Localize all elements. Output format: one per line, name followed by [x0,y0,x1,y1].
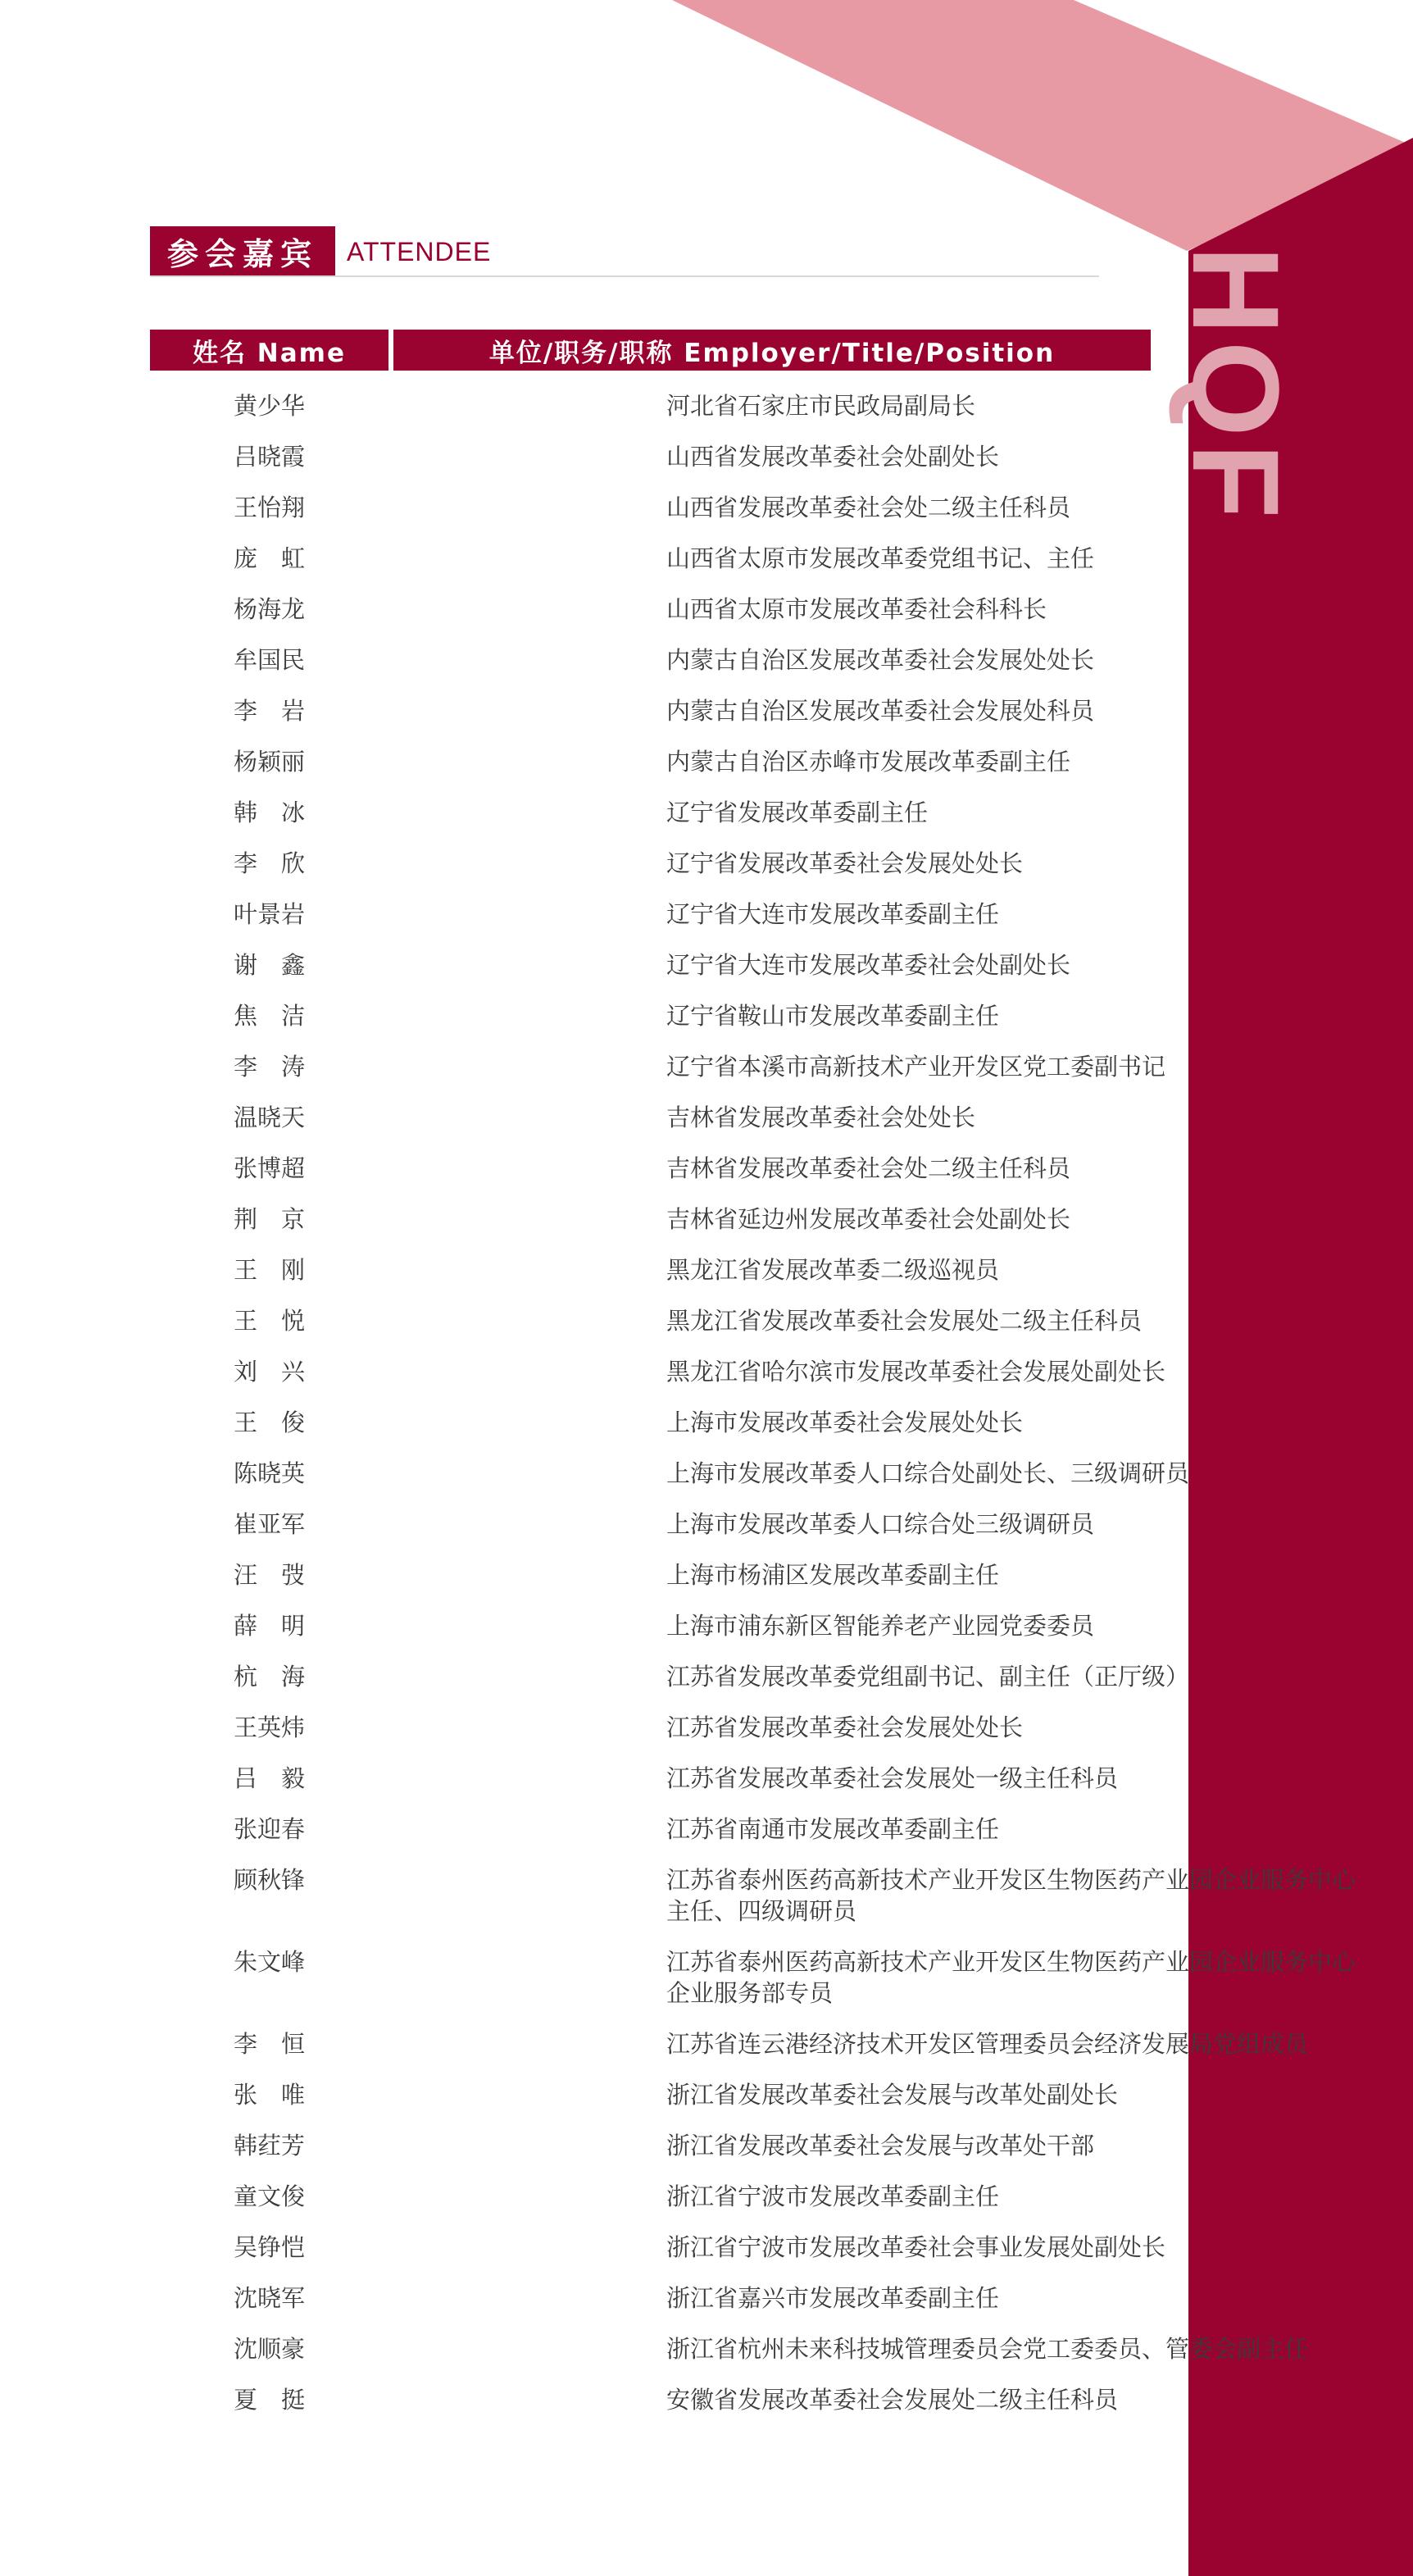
table-row [0,1605,1164,1656]
attendee-employer: 江苏省连云港经济技术开发区管理委员会经济发展局党组成员 [666,2030,1309,2058]
table-row [0,1554,1164,1605]
attendee-employer: 上海市浦东新区智能养老产业园党委委员 [666,1612,1095,1640]
table-row [0,690,1164,741]
attendee-employer: 上海市发展改革委人口综合处三级调研员 [666,1510,1095,1538]
attendee-name: 李 岩 [234,697,306,725]
table-row [0,2176,1164,2227]
attendee-name: 谢 鑫 [234,951,306,979]
table-row [0,2125,1164,2176]
table-row [0,995,1164,1046]
table-row [0,1300,1164,1351]
section-title [150,226,1099,277]
table-row [0,792,1164,843]
attendee-employer: 内蒙古自治区赤峰市发展改革委副主任 [666,748,1071,776]
attendee-name: 王 刚 [234,1256,306,1284]
attendee-employer: 辽宁省大连市发展改革委副主任 [666,900,1000,928]
attendee-name: 吴铮恺 [234,2233,306,2261]
attendee-name: 刘 兴 [234,1358,306,1386]
attendee-employer: 辽宁省发展改革委副主任 [666,799,929,826]
table-row [0,1199,1164,1249]
table-row [0,1351,1164,1402]
attendee-name: 李 欣 [234,849,306,877]
attendee-employer: 山西省发展改革委社会处二级主任科员 [666,494,1071,521]
attendee-name: 吕 毅 [234,1764,306,1792]
attendee-employer: 黑龙江省发展改革委社会发展处二级主任科员 [666,1307,1143,1335]
attendee-name: 王 俊 [234,1409,306,1436]
table-row [0,741,1164,792]
table-row [0,2328,1309,2379]
table-row [0,894,1164,944]
header-name: 姓名 Name [150,330,388,371]
attendee-name: 沈顺豪 [234,2335,306,2363]
attendee-employer: 浙江省发展改革委社会发展与改革处干部 [666,2132,1095,2160]
attendee-name: 张博超 [234,1154,306,1182]
attendee-name: 庞 虹 [234,544,306,572]
attendee-employer: 浙江省宁波市发展改革委社会事业发展处副处长 [666,2233,1166,2261]
table-row [0,1046,1164,1097]
attendee-employer: 黑龙江省哈尔滨市发展改革委社会发展处副处长 [666,1358,1166,1386]
attendee-name: 王 悦 [234,1307,306,1335]
attendee-employer: 内蒙古自治区发展改革委社会发展处处长 [666,646,1095,674]
attendee-employer: 浙江省嘉兴市发展改革委副主任 [666,2284,1000,2312]
attendee-employer: 安徽省发展改革委社会发展处二级主任科员 [666,2386,1119,2414]
attendee-employer: 上海市发展改革委社会发展处处长 [666,1409,1024,1436]
attendee-employer: 江苏省南通市发展改革委副主任 [666,1815,1000,1843]
attendee-employer: 江苏省发展改革委社会发展处一级主任科员 [666,1764,1119,1792]
table-row [0,385,1164,436]
attendee-employer: 山西省太原市发展改革委社会科科长 [666,595,1047,623]
attendee-name: 杭 海 [234,1663,306,1691]
attendee-employer: 辽宁省发展改革委社会发展处处长 [666,849,1024,877]
attendee-name: 夏 挺 [234,2386,306,2414]
attendee-name: 李 恒 [234,2030,306,2058]
attendee-name: 牟国民 [234,646,306,674]
table-row [0,2278,1164,2328]
attendee-employer: 吉林省发展改革委社会处处长 [666,1104,976,1131]
table-row [0,1809,1164,1859]
attendee-name: 汪 弢 [234,1561,306,1589]
table-row [0,487,1164,538]
table-row [0,639,1164,690]
table-row [0,1758,1164,1809]
table-row [0,2074,1164,2125]
attendee-name: 童文俊 [234,2182,306,2210]
attendee-name: 张迎春 [234,1815,306,1843]
table-row [0,1504,1164,1554]
table-row [0,2379,1164,2430]
table-row [0,1402,1164,1453]
attendee-name: 朱文峰 [234,1948,306,1976]
table-row [0,1453,1190,1504]
table-row [0,538,1164,589]
attendee-name: 王英炜 [234,1714,306,1741]
brand-wordmark: HQF [1167,245,1305,526]
table-row [0,1249,1164,1300]
attendee-employer: 江苏省泰州医药高新技术产业开发区生物医药产业园企业服务中心主任、四级调研员 [666,1866,1356,1925]
attendee-name: 张 唯 [234,2081,306,2109]
attendee-employer: 山西省发展改革委社会处副处长 [666,443,1000,471]
attendee-name: 崔亚军 [234,1510,306,1538]
attendee-employer: 辽宁省本溪市高新技术产业开发区党工委副书记 [666,1053,1166,1081]
attendee-name: 温晓天 [234,1104,306,1131]
attendee-name: 李 涛 [234,1053,306,1081]
attendee-employer: 浙江省发展改革委社会发展与改革处副处长 [666,2081,1119,2109]
table-row [0,1859,1356,1941]
attendee-name: 焦 洁 [234,1002,306,1030]
attendee-employer: 吉林省延边州发展改革委社会处副处长 [666,1205,1071,1233]
attendee-employer: 吉林省发展改革委社会处二级主任科员 [666,1154,1071,1182]
section-title-en: ATTENDEE [347,237,492,266]
attendee-employer: 江苏省泰州医药高新技术产业开发区生物医药产业园企业服务中心企业服务部专员 [666,1948,1356,2007]
table-row [0,2227,1164,2278]
attendee-employer: 江苏省发展改革委党组副书记、副主任（正厅级） [666,1663,1190,1691]
attendee-name: 荆 京 [234,1205,306,1233]
attendee-employer: 浙江省杭州未来科技城管理委员会党工委委员、管委会副主任 [666,2335,1309,2363]
attendee-name: 吕晓霞 [234,443,306,471]
attendee-employer: 黑龙江省发展改革委二级巡视员 [666,1256,1000,1284]
table-row [0,1707,1164,1758]
table-row [0,1097,1164,1148]
attendee-name: 黄少华 [234,392,306,420]
attendee-employer: 上海市发展改革委人口综合处副处长、三级调研员 [666,1459,1190,1487]
table-row [0,944,1164,995]
attendee-name: 杨海龙 [234,595,306,623]
table-row [0,589,1164,639]
attendee-employer: 辽宁省大连市发展改革委社会处副处长 [666,951,1071,979]
attendee-name: 韩 冰 [234,799,306,826]
attendee-name: 杨颖丽 [234,748,306,776]
attendee-employer: 河北省石家庄市民政局副局长 [666,392,976,420]
table-row [0,436,1164,487]
section-title-cn: 参会嘉宾 [150,226,335,275]
attendee-employer: 山西省太原市发展改革委党组书记、主任 [666,544,1095,572]
attendee-employer: 江苏省发展改革委社会发展处处长 [666,1714,1024,1741]
attendee-name: 薛 明 [234,1612,306,1640]
attendee-name: 陈晓英 [234,1459,306,1487]
table-row [0,1148,1164,1199]
table-row [0,843,1164,894]
attendee-name: 韩荭芳 [234,2132,306,2160]
attendee-employer: 内蒙古自治区发展改革委社会发展处科员 [666,697,1095,725]
table-row [0,1656,1190,1707]
attendee-employer: 浙江省宁波市发展改革委副主任 [666,2182,1000,2210]
attendee-name: 沈晓军 [234,2284,306,2312]
attendee-name: 叶景岩 [234,900,306,928]
table-row [0,1941,1356,2023]
attendee-employer: 辽宁省鞍山市发展改革委副主任 [666,1002,1000,1030]
table-row [0,2023,1309,2074]
attendee-employer: 上海市杨浦区发展改革委副主任 [666,1561,1000,1589]
attendee-name: 王怡翔 [234,494,306,521]
header-employer: 单位/职务/职称 Employer/Title/Position [393,330,1151,371]
attendee-name: 顾秋锋 [234,1866,306,1894]
